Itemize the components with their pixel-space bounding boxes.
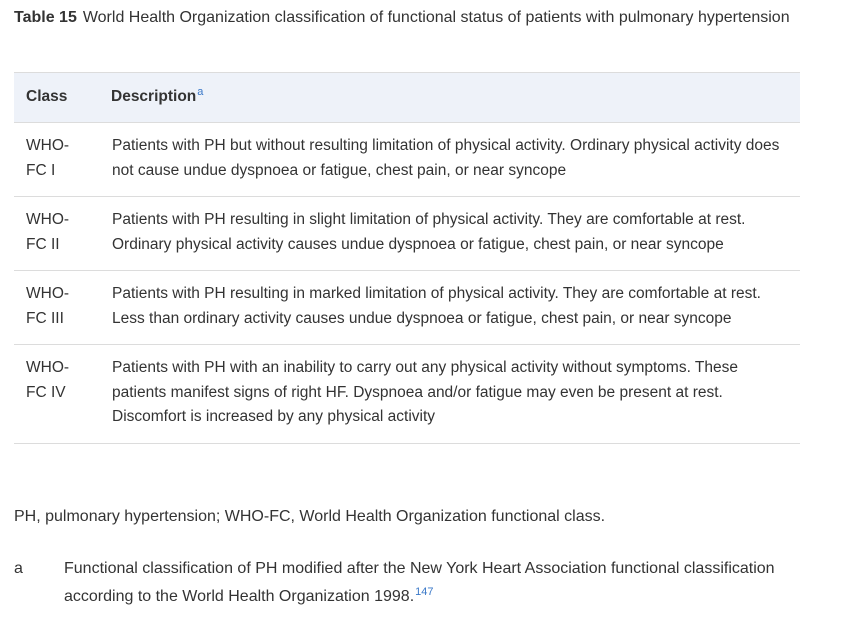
footnote-text: Functional classification of PH modified after the New York Heart Association functional classification according to the World Health Organization 1998. [64,560,775,605]
class-cell [14,271,111,345]
class-line-1: WHO- [26,211,70,228]
footnote-a [14,555,804,611]
header-class: Class [14,73,111,123]
abbreviations-note: PH, pulmonary hypertension; WHO-FC, World Health Organization functional class. [14,508,606,525]
class-line-1: WHO- [26,137,70,154]
class-line-2: FC IV [26,383,66,401]
classification-table-container [14,72,800,444]
table-title: World Health Organization classification of functional status of patients with pulmonary hypertension [82,9,790,26]
table-row [14,197,800,271]
table-header [14,73,800,123]
classification-table [14,72,800,444]
class-line-2: FC III [26,309,64,327]
class-cell [14,345,111,444]
table-row [14,345,800,444]
footnote-body [64,555,784,611]
table-caption [14,4,804,32]
header-row [14,73,800,123]
table-row [14,123,800,197]
description-cell: Patients with PH but without resulting limitation of physical activity. Ordinary physical activity does not cause undue dyspnoea or fatigue, chest pain, or near syncope [111,123,800,197]
header-description-label: Description [111,88,197,106]
footnote-mark: a [14,560,23,577]
class-line-2: FC II [26,235,60,253]
class-cell [14,197,111,271]
footnote-link-a[interactable]: a [197,86,204,99]
class-line-2: FC I [26,161,56,179]
class-line-1: WHO- [26,285,70,302]
class-line-1: WHO- [26,359,70,376]
table-label: Table 15 [14,9,77,26]
table-row [14,271,800,345]
table-body [14,123,800,444]
description-cell: Patients with PH resulting in slight limitation of physical activity. They are comfortable at rest. Ordinary physical activity causes undue dyspnoea or fatigue, chest pain, or near syncope [111,197,800,271]
class-cell [14,123,111,197]
reference-link-147[interactable]: 147 [415,585,434,598]
description-cell: Patients with PH resulting in marked limitation of physical activity. They are comfortable at rest. Less than ordinary activity causes undue dyspnoea or fatigue, chest pain, or near syncope [111,271,800,345]
header-description [111,73,800,123]
description-cell: Patients with PH with an inability to carry out any physical activity without symptoms. These patients manifest signs of right HF. Dyspnoea and/or fatigue may even be present at rest. Discomfort is increased by any physical activity [111,345,800,444]
